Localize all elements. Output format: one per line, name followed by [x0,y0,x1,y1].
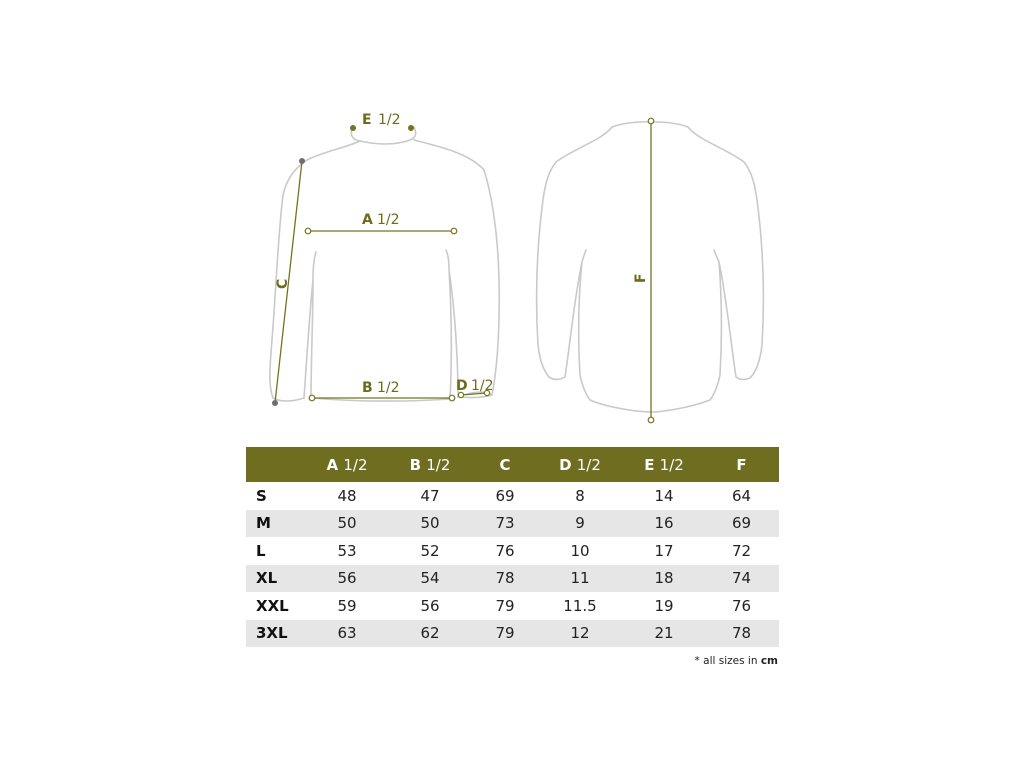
size-cell: XXL [256,596,289,615]
value-cell: 18 [624,565,704,593]
header-d: D 1/2 [536,447,624,482]
value-cell: 16 [624,510,704,538]
measure-a [305,212,457,234]
value-cell: 11.5 [563,596,597,615]
value-cell: 9 [536,510,624,538]
label-a-half: 1/2 [377,212,400,228]
units-note-prefix: * all sizes in [694,655,758,667]
value-cell: 56 [420,596,440,615]
size-cell: L [256,541,266,560]
measure-d [456,378,494,398]
jacket-front-view [270,127,499,401]
value-cell: 69 [704,510,779,538]
value-cell: 72 [731,541,752,560]
value-cell: 11 [536,565,624,593]
label-d: D [456,378,468,394]
measure-f [633,118,654,423]
f-end-dot [648,417,654,423]
table-row [246,592,779,620]
size-chart-table [246,447,779,647]
value-cell: 76 [731,596,752,615]
measure-c [272,158,305,406]
value-cell: 56 [308,565,386,593]
jacket-front-outline [270,127,499,401]
measure-e [350,112,414,131]
value-cell: 78 [704,620,779,648]
jacket-back-view [537,122,764,412]
a-start-dot [305,228,311,234]
value-cell: 53 [337,541,357,560]
label-d-half: 1/2 [471,378,494,394]
value-cell: 50 [386,510,474,538]
label-e-half: 1/2 [378,112,401,128]
value-cell: 59 [337,596,357,615]
table-row [246,537,779,565]
e-end-dot [408,125,414,131]
size-cell: 3XL [246,620,308,648]
b-start-dot [309,395,315,401]
header-size [246,447,308,482]
header-a: A 1/2 [308,447,386,482]
table-header-row [246,447,779,482]
value-cell: 14 [654,486,674,505]
size-cell: S [256,486,267,505]
table-row [246,620,779,648]
value-cell: 50 [308,510,386,538]
a-end-dot [451,228,457,234]
value-cell: 78 [474,565,536,593]
value-cell: 48 [337,486,357,505]
label-e: E [362,112,372,128]
value-cell: 19 [654,596,674,615]
c-start-dot [299,158,305,164]
value-cell: 62 [386,620,474,648]
value-cell: 74 [704,565,779,593]
label-b-half: 1/2 [377,380,400,396]
jacket-back-outline [537,122,764,412]
label-a: A [362,212,373,228]
units-note [695,655,778,667]
value-cell: 10 [570,541,590,560]
header-b: B 1/2 [386,447,474,482]
value-cell: 69 [495,486,515,505]
b-end-dot [449,395,455,401]
units-note-unit: cm [760,655,778,667]
value-cell: 12 [536,620,624,648]
header-e: E 1/2 [624,447,704,482]
value-cell: 52 [420,541,440,560]
value-cell: 79 [495,596,515,615]
value-cell: 79 [474,620,536,648]
table-row [246,510,779,538]
c-end-dot [272,400,278,406]
label-f: F [633,273,649,283]
value-cell: 47 [420,486,440,505]
size-cell: XL [246,565,308,593]
header-f: F [704,447,779,482]
size-cell: M [246,510,308,538]
label-b: B [362,380,373,396]
f-start-dot [648,118,654,124]
e-start-dot [350,125,356,131]
value-cell: 63 [308,620,386,648]
value-cell: 8 [575,486,585,505]
header-c: C [474,447,536,482]
measure-b [309,380,455,401]
value-cell: 64 [731,486,752,505]
value-cell: 54 [386,565,474,593]
value-cell: 17 [654,541,674,560]
table-row [246,482,779,510]
label-c: C [275,278,291,289]
value-cell: 21 [624,620,704,648]
table-row [246,565,779,593]
value-cell: 76 [495,541,515,560]
value-cell: 73 [474,510,536,538]
